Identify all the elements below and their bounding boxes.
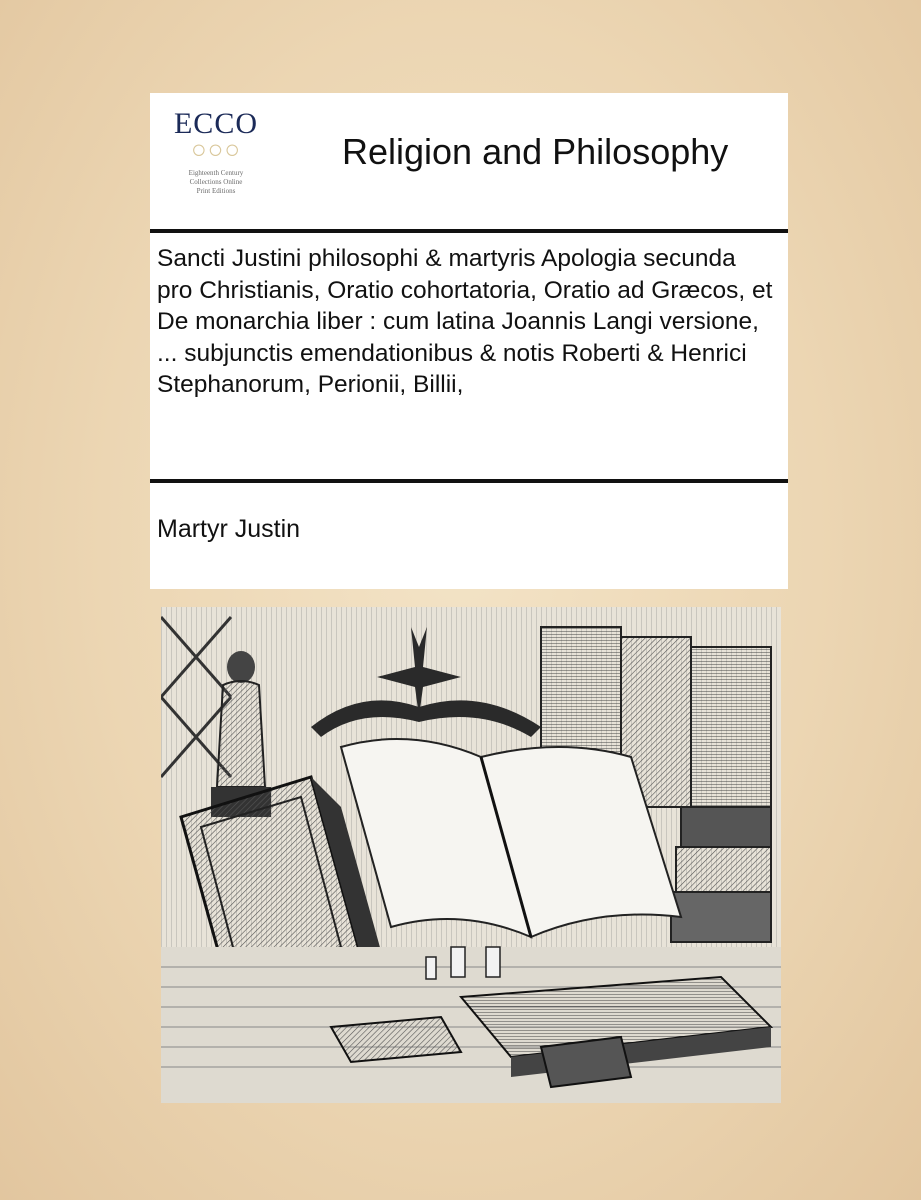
series-header	[150, 93, 788, 229]
book-title: Sancti Justini philosophi & martyris Apologia secunda pro Christianis, Oratio cohortatoria, Oratio ad Græcos, et De monarchia liber : cum latina Joannis Langi versione, ... subjunctis emendationibus & notis Roberti & Henrici Stephanorum, Perionii, Billii,	[157, 245, 773, 398]
author-name: Martyr Justin	[157, 515, 301, 543]
logo-mark: ECCO	[173, 107, 258, 140]
book-cover	[150, 93, 788, 1103]
logo-caption-line: Eighteenth Century	[188, 169, 244, 177]
series-title: Religion and Philosophy	[342, 131, 729, 172]
logo-caption	[170, 169, 262, 196]
open-book	[341, 739, 681, 937]
cover-engraving	[161, 607, 781, 1103]
ecco-logo	[170, 107, 262, 217]
author-block	[150, 483, 788, 589]
logo-caption-line: Print Editions	[196, 187, 236, 195]
logo-caption-line: Collections Online	[189, 178, 243, 186]
logo-ghost-mark: ○○○	[190, 135, 242, 164]
title-block	[150, 233, 788, 479]
